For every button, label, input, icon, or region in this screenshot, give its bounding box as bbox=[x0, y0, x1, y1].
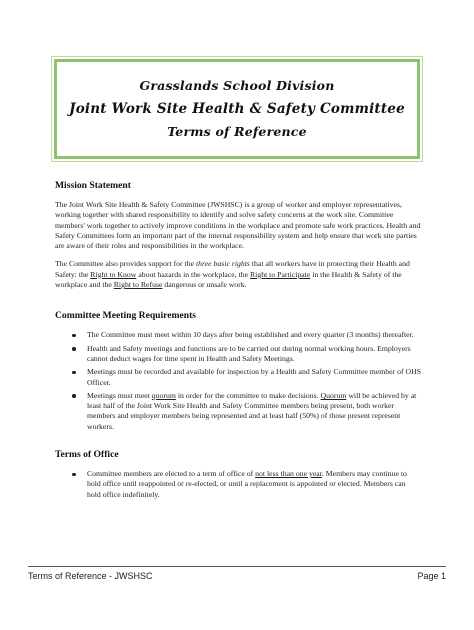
mission-paragraph-1: The Joint Work Site Health & Safety Committee (JWSHSC) is a group of worker and employer representatives, working together with shared responsibility to identify and solve safety concerns at the work site. Committee members' work together to actively improve conditions in the workplace and promote safe work practices. Health and Safety Committees form an important part of the internal responsibility system and help ensure that work site parties are aware of their roles and responsibilities in the workplace. bbox=[55, 200, 421, 251]
mission-paragraph-2: The Committee also provides support for the three basic rights that all workers have in protecting their Health and Safety: the Right to Know about hazards in the workplace, the Right to Participate in the Health & Safety of the workplace and the Right to Refuse dangerous or unsafe work. bbox=[55, 259, 410, 290]
meeting-heading: Committee Meeting Requirements bbox=[55, 310, 197, 322]
quorum-text: quorum bbox=[151, 390, 176, 400]
list-item: Committee members are elected to a term of office of not less than one year. Members may continue to hold office until reappointed or re-elected, or until a replacement is appointed or elected. Members can hold office indefinitely. bbox=[79, 469, 421, 500]
quorum-text: Quorum bbox=[320, 390, 347, 400]
office-heading: Terms of Office bbox=[55, 449, 119, 461]
title-box bbox=[54, 59, 420, 159]
mission-heading: Mission Statement bbox=[55, 180, 131, 191]
list-item: Health and Safety meetings and functions are to be carried out during normal working hours. Employers cannot deduct wages for time spent in Health and Safety Meetings. bbox=[79, 344, 421, 365]
list-item: Meetings must meet quorum in order for the committee to make decisions. Quorum will be achieved by at least half of the Joint Work Site Health and Safety Committee members being present, both worker members and employer members being represented and at least half (50%) of those present represent workers. bbox=[79, 391, 421, 432]
basic-rights-text: three basic rights bbox=[195, 259, 250, 269]
office-list bbox=[55, 469, 421, 500]
list-item: Meetings must be recorded and available for inspection by a Health and Safety Committee member of OHS Officer. bbox=[79, 367, 421, 388]
page-number: Page 1 bbox=[417, 571, 446, 581]
meeting-list bbox=[55, 330, 421, 432]
title-terms: Terms of Reference bbox=[167, 124, 307, 139]
right-to-participate: Right to Participate bbox=[250, 269, 311, 279]
title-division: Grasslands School Division bbox=[139, 78, 335, 93]
term-length-text: not less than one year bbox=[255, 469, 322, 479]
list-item: The Committee must meet within 10 days after being established and every quarter (3 months) thereafter. bbox=[79, 330, 421, 340]
right-to-know: Right to Know bbox=[90, 269, 137, 279]
right-to-refuse: Right to Refuse bbox=[113, 280, 163, 290]
title-committee: Joint Work Site Health & Safety Committee bbox=[69, 101, 405, 117]
page-footer bbox=[28, 566, 446, 581]
document-body bbox=[55, 180, 421, 503]
footer-title: Terms of Reference - JWSHSC bbox=[28, 571, 153, 581]
